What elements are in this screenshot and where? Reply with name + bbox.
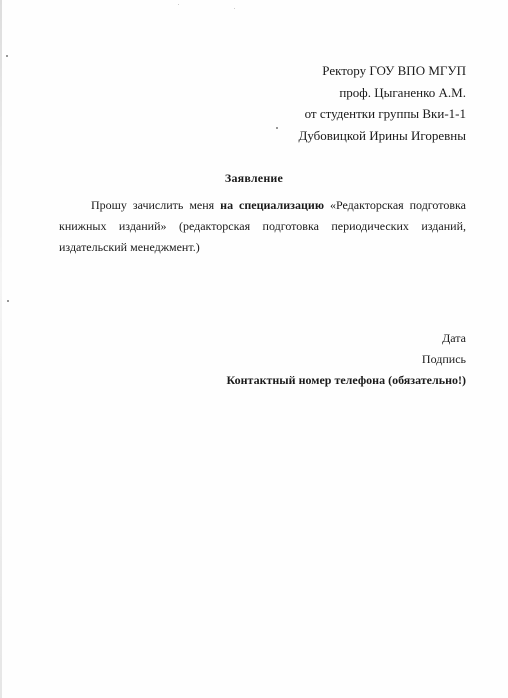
scan-edge — [0, 0, 2, 698]
addressee-line: от студентки группы Вки-1-1 — [304, 106, 466, 121]
date-label: Дата — [442, 331, 466, 345]
statement-line — [59, 195, 466, 216]
document-title: Заявление — [224, 171, 284, 185]
addressee-line: проф. Цыганенко А.М. — [339, 84, 466, 100]
scan-speck — [234, 8, 235, 9]
statement-emphasis: на специализацию — [220, 198, 324, 212]
statement-line: издательский менеджмент.) — [59, 240, 200, 254]
scan-speck — [178, 4, 179, 5]
addressee-line: Дубовицкой Ирины Игоревны — [298, 127, 466, 143]
scan-speck — [6, 55, 8, 57]
addressee-line: Ректору ГОУ ВПО МГУП — [322, 63, 466, 78]
statement-body — [59, 195, 466, 258]
signature-label: Подпись — [421, 352, 466, 366]
statement-text: «Редакторская подготовка — [329, 198, 466, 212]
statement-text: Прошу зачислить меня — [91, 198, 215, 212]
contact-phone-label: Контактный номер телефона (обязательно!) — [226, 373, 466, 387]
scan-speck — [7, 300, 9, 302]
addressee-block — [246, 60, 466, 146]
signature-block — [166, 328, 466, 391]
statement-line: книжных изданий» (редакторская подготовка периодических изданий, — [59, 219, 466, 233]
